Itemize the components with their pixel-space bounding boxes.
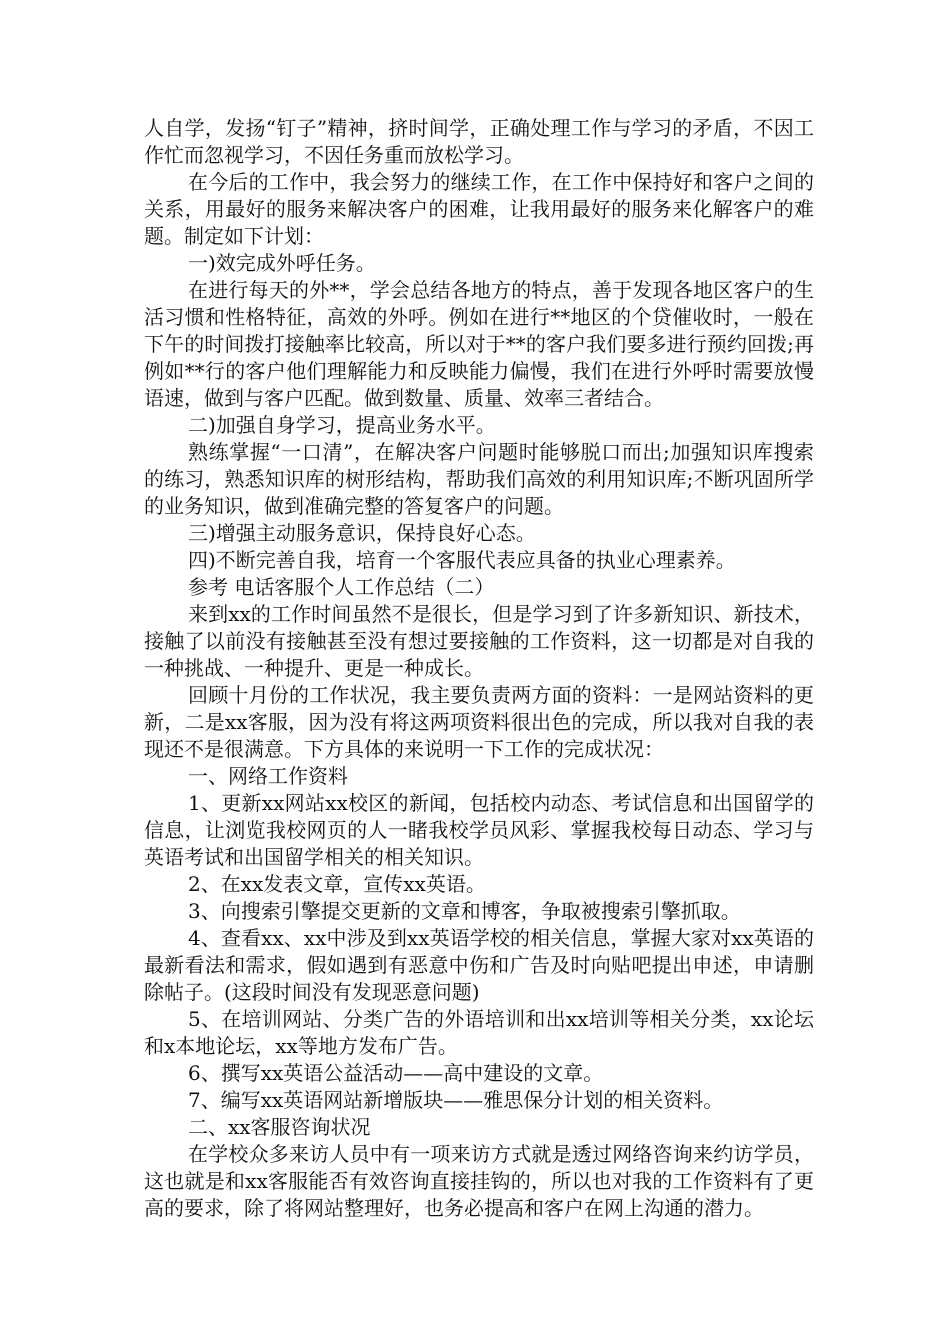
paragraph-review: 回顾十月份的工作状况，我主要负责两方面的资料：一是网站资料的更新，二是xx客服，因为没有将这两项资料很出色的完成，所以我对自我的表现还不是很满意。下方具体的来说明一下工作的完成状况： [144, 683, 814, 761]
plan-item-2-body: 熟练掌握“一口清”，在解决客户问题时能够脱口而出;加强知识库搜索的练习，熟悉知识库的树形结构，帮助我们高效的利用知识库;不断巩固所学的业务知识，做到准确完整的答复客户的问题。 [144, 440, 814, 518]
section-title: 参考 电话客服个人工作总结（二） [188, 575, 495, 599]
plan-item-4-heading: 四)不断完善自我，培育一个客服代表应具备的执业心理素养。 [188, 548, 736, 572]
plan-item-3-heading: 三)增强主动服务意识，保持良好心态。 [188, 521, 536, 545]
list-item-3: 3、向搜索引擎提交更新的文章和博客，争取被搜索引擎抓取。 [188, 899, 741, 923]
plan-item-2-heading: 二)加强自身学习，提高业务水平。 [188, 413, 496, 437]
paragraph-future-work: 在今后的工作中，我会努力的继续工作，在工作中保持好和客户之间的关系，用最好的服务来解决客户的困难，让我用最好的服务来化解客户的难题。制定如下计划： [144, 170, 814, 248]
paragraph-continuation: 人自学，发扬“钉子”精神，挤时间学，正确处理工作与学习的矛盾，不因工作忙而忽视学习，不因任务重而放松学习。 [144, 116, 814, 167]
plan-item-1-body: 在进行每天的外**，学会总结各地方的特点，善于发现各地区客户的生活习惯和性格特征，高效的外呼。例如在进行**地区的个贷催收时，一般在下午的时间拨打接触率比较高，所以对于**的客户我们要多进行预约回拨;再例如**行的客户他们理解能力和反映能力偏慢，我们在进行外呼时需要放慢语速，做到与客户匹配。做到数量、质量、效率三者结合。 [144, 278, 814, 410]
paragraph-customer-service: 在学校众多来访人员中有一项来访方式就是透过网络咨询来约访学员，这也就是和xx客服能否有效咨询直接挂钩的，所以也对我的工作资料有了更高的要求，除了将网站整理好，也务必提高和客户在网上沟通的潜力。 [144, 1142, 814, 1220]
list-item-2: 2、在xx发表文章，宣传xx英语。 [188, 872, 486, 896]
list-item-7: 7、编写xx英语网站新增版块——雅思保分计划的相关资料。 [188, 1088, 724, 1112]
list-item-6: 6、撰写xx英语公益活动——高中建设的文章。 [188, 1061, 604, 1085]
document-page [144, 115, 814, 1222]
list-item-4: 4、查看xx、xx中涉及到xx英语学校的相关信息，掌握大家对xx英语的最新看法和需求，假如遇到有恶意中伤和广告及时向贴吧提出申述，申请删除帖子。(这段时间没有发现恶意问题) [144, 926, 814, 1004]
subheading-network-work: 一、网络工作资料 [188, 764, 348, 788]
list-item-5: 5、在培训网站、分类广告的外语培训和出xx培训等相关分类，xx论坛和x本地论坛，xx等地方发布广告。 [144, 1007, 814, 1058]
plan-item-1-heading: 一)效完成外呼任务。 [188, 251, 376, 275]
subheading-customer-service: 二、xx客服咨询状况 [188, 1115, 371, 1139]
list-item-1: 1、更新xx网站xx校区的新闻，包括校内动态、考试信息和出国留学的信息，让浏览我校网页的人一睹我校学员风彩、掌握我校每日动态、学习与英语考试和出国留学相关的相关知识。 [144, 791, 814, 869]
paragraph-intro: 来到xx的工作时间虽然不是很长，但是学习到了许多新知识、新技术，接触了以前没有接触甚至没有想过要接触的工作资料，这一切都是对自我的一种挑战、一种提升、更是一种成长。 [144, 602, 814, 680]
